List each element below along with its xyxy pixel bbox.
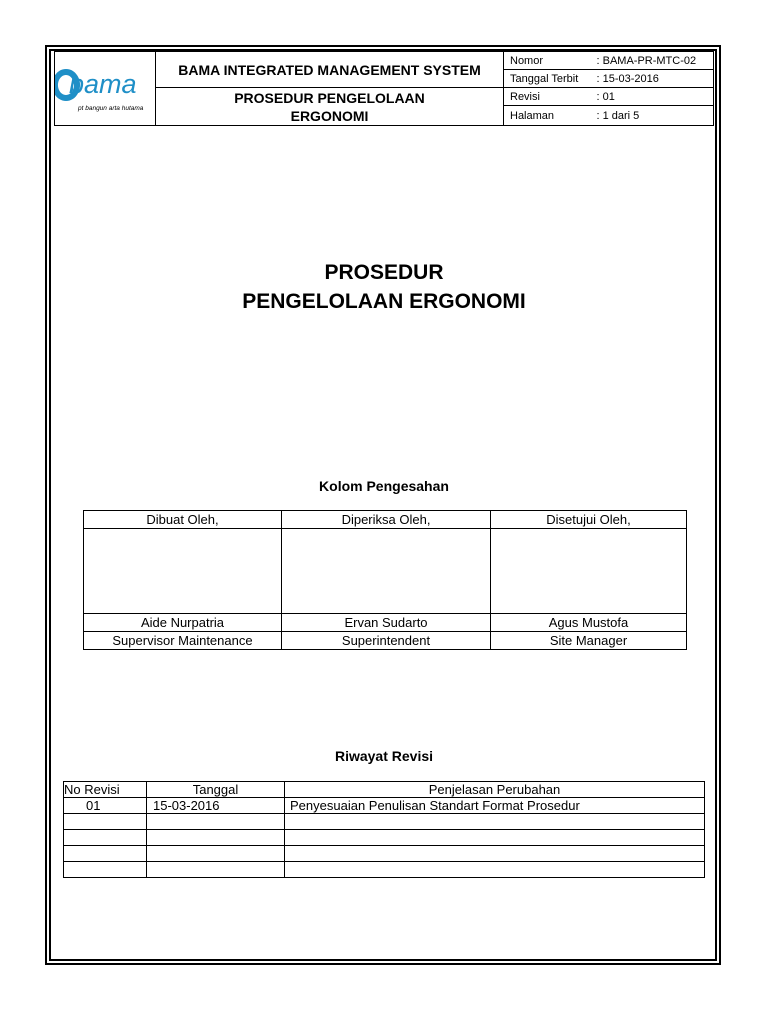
info-value-halaman: : 1 dari 5 [591, 106, 714, 126]
company-logo [55, 53, 156, 125]
table-row [64, 846, 705, 862]
signature-box [282, 529, 491, 614]
approval-section-title: Kolom Pengesahan [319, 478, 449, 494]
signature-box [491, 529, 687, 614]
info-label-tanggal-terbit: Tanggal Terbit [504, 70, 591, 88]
revision-description [285, 830, 705, 846]
revision-no: 01 [64, 798, 147, 814]
revision-table [63, 781, 705, 878]
revision-header-date: Tanggal [147, 782, 285, 798]
approval-header-made-by: Dibuat Oleh, [84, 511, 282, 529]
logo-cell [55, 52, 156, 126]
approver-name: Agus Mustofa [491, 614, 687, 632]
info-label-nomor: Nomor [504, 52, 591, 70]
approver-name: Aide Nurpatria [84, 614, 282, 632]
main-title-line-1: PROSEDUR [324, 261, 444, 284]
approval-table [83, 510, 687, 650]
signature-box [84, 529, 282, 614]
approver-position: Supervisor Maintenance [84, 632, 282, 650]
document-header [54, 51, 714, 126]
revision-date: 15-03-2016 [147, 798, 285, 814]
approver-position: Site Manager [491, 632, 687, 650]
revision-date [147, 814, 285, 830]
approver-position: Superintendent [282, 632, 491, 650]
logo-tagline: pt bangun arta hutama [78, 104, 144, 112]
info-value-revisi: : 01 [591, 88, 714, 106]
revision-date [147, 862, 285, 878]
revision-date [147, 830, 285, 846]
table-row [64, 814, 705, 830]
table-row [64, 862, 705, 878]
revision-description [285, 846, 705, 862]
revision-no [64, 862, 147, 878]
revision-description [285, 862, 705, 878]
info-label-revisi: Revisi [504, 88, 591, 106]
revision-section-title: Riwayat Revisi [334, 748, 434, 764]
revision-date [147, 846, 285, 862]
info-value-nomor: : BAMA-PR-MTC-02 [591, 52, 714, 70]
table-row [64, 798, 705, 814]
revision-header-description: Penjelasan Perubahan [285, 782, 705, 798]
revision-description: Penyesuaian Penulisan Standart Format Prosedur [285, 798, 705, 814]
revision-header-no: No Revisi [64, 782, 147, 798]
logo-wordmark: bama [69, 68, 137, 99]
approval-header-approved-by: Disetujui Oleh, [491, 511, 687, 529]
info-label-halaman: Halaman [504, 106, 591, 126]
revision-no [64, 814, 147, 830]
revision-no [64, 846, 147, 862]
main-title [0, 258, 768, 316]
info-value-tanggal-terbit: : 15-03-2016 [591, 70, 714, 88]
table-row [64, 830, 705, 846]
revision-description [285, 814, 705, 830]
document-title: PROSEDUR PENGELOLAAN ERGONOMI [156, 88, 504, 126]
approval-header-checked-by: Diperiksa Oleh, [282, 511, 491, 529]
revision-no [64, 830, 147, 846]
approver-name: Ervan Sudarto [282, 614, 491, 632]
system-title: BAMA INTEGRATED MANAGEMENT SYSTEM [156, 52, 504, 88]
main-title-line-2: PENGELOLAAN ERGONOMI [242, 290, 526, 313]
